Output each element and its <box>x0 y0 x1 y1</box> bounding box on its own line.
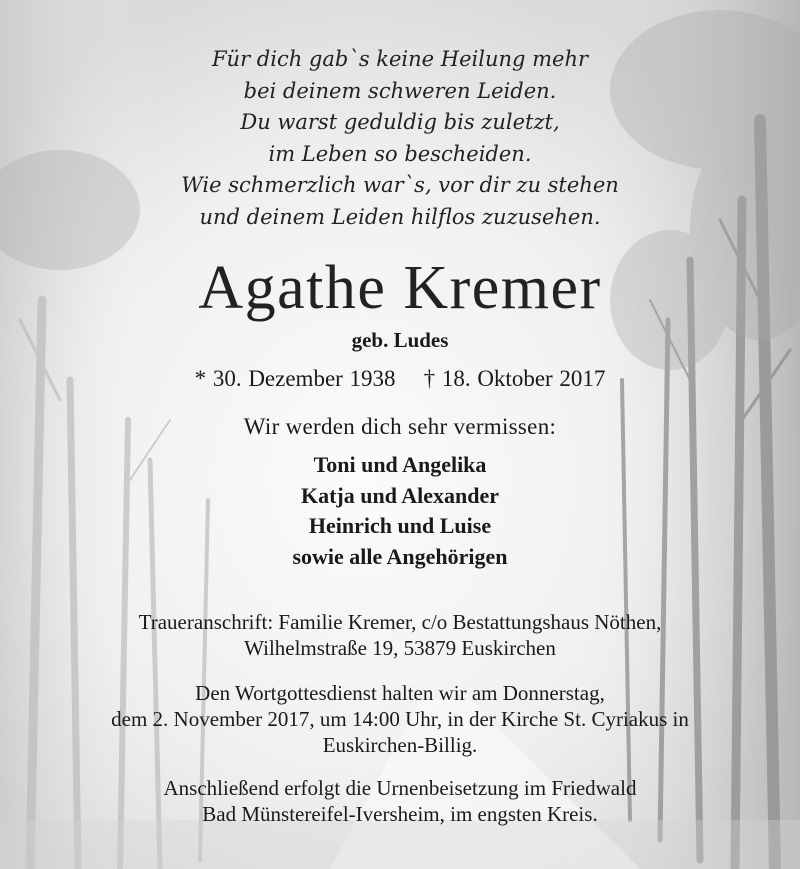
mourners-list <box>0 450 800 572</box>
mourner-name: sowie alle Angehörigen <box>292 543 508 569</box>
mourner-name: Heinrich und Luise <box>308 513 492 538</box>
burial-announcement <box>0 775 800 827</box>
poem-line: im Leben so bescheiden. <box>268 141 532 166</box>
birth-date: * 30. Dezember 1938 <box>194 366 396 391</box>
address-line: Wilhelmstraße 19, 53879 Euskirchen <box>244 636 556 660</box>
service-line: Den Wortgottesdienst halten wir am Donnerstag, <box>195 681 605 705</box>
deceased-name: Agathe Kremer <box>198 254 602 322</box>
address-line: Traueranschrift: Familie Kremer, c/o Bestattungshaus Nöthen, <box>138 610 662 634</box>
death-date: † 18. Oktober 2017 <box>423 366 606 391</box>
burial-line: Anschließend erfolgt die Urnenbeisetzung im Friedwald <box>163 776 637 800</box>
service-line: dem 2. November 2017, um 14:00 Uhr, in der Kirche St. Cyriakus in <box>111 707 689 731</box>
mourner-name: Katja und Alexander <box>300 482 500 508</box>
service-line: Euskirchen-Billig. <box>322 733 478 757</box>
poem-line: bei deinem schweren Leiden. <box>243 78 557 103</box>
birth-name: geb. Ludes <box>351 328 449 352</box>
mourner-name: Toni und Angelika <box>313 452 487 477</box>
poem-line: und deinem Leiden hilflos zuzusehen. <box>199 204 601 229</box>
life-dates <box>0 364 800 394</box>
service-announcement <box>0 680 800 758</box>
poem-line: Wie schmerzlich war`s, vor dir zu stehen <box>181 173 619 197</box>
mourning-address <box>0 609 800 661</box>
mourners-intro: Wir werden dich sehr vermissen: <box>243 414 557 439</box>
burial-line: Bad Münstereifel-Iversheim, im engsten Kreis. <box>202 802 598 826</box>
poem-line: Für dich gab`s keine Heilung mehr <box>211 47 589 71</box>
memorial-poem <box>0 44 800 233</box>
poem-line: Du warst geduldig bis zuletzt, <box>240 110 560 134</box>
